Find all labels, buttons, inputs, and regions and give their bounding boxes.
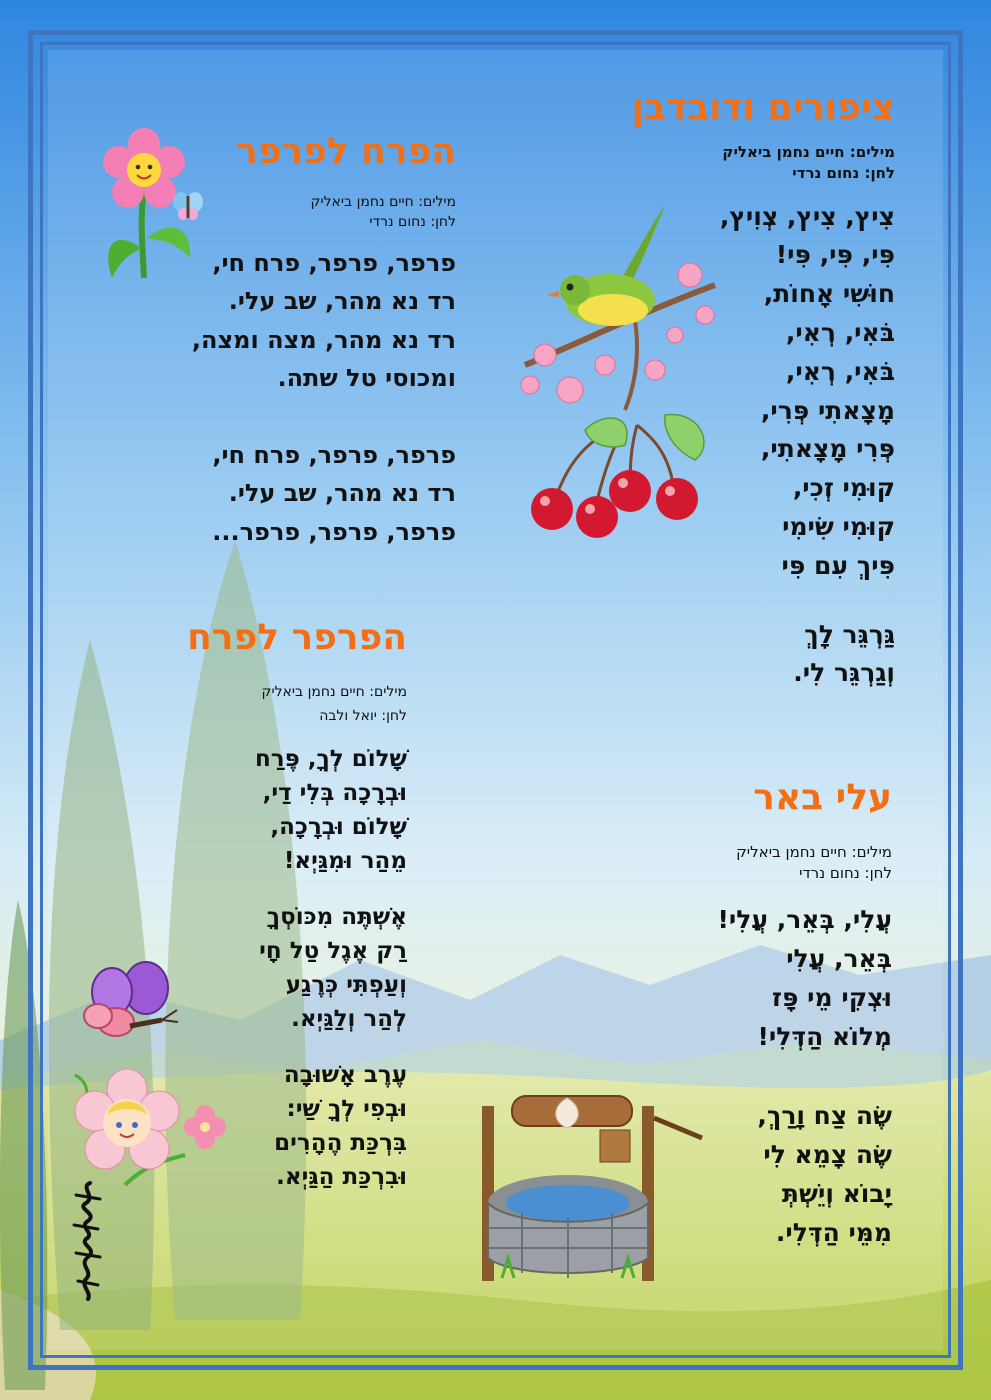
verse-line: מָצָאתִי פְּרִי, (760, 395, 895, 425)
flower-face-icon (65, 1065, 235, 1190)
verse-line: פִּי, פִּי, פִּי! (775, 240, 895, 270)
poem-title: ציפורים ודובדבן (631, 87, 895, 128)
verse-line: וְעַפְתִּי כְּרֶגַע (285, 971, 407, 998)
verse-line: רד נא מהר, שב עלי. (228, 287, 456, 316)
verse-line: מֵהַר וּמִגַּיְא! (283, 847, 407, 874)
verse-line: וְגַרְגֵּר לִי. (793, 658, 895, 688)
verse-line: בֹּאִי, רְאִי, (785, 356, 895, 386)
verse-line: צִיץ, צִיץ, צְוִיץ, (719, 201, 895, 231)
poem-words-credit: מילים: חיים נחמן ביאליק (310, 193, 456, 210)
poem-title: הפרח לפרפר (236, 131, 456, 172)
verse-line: מִמֵּי הַדְּלִי. (775, 1217, 892, 1247)
verse-line: עֲלִי, בְּאֵר, עֲלִי! (717, 904, 892, 934)
verse-line: אֶשְׁתֶּה מִכּוֹסְךָ (266, 903, 407, 930)
poem-words-credit: מילים: חיים נחמן ביאליק (261, 683, 407, 700)
verse-line: ומכוסי טל שתה. (277, 364, 456, 393)
verse-line: פרפר, פרפר, פרח חי, (212, 440, 456, 469)
verse-line: שָׁלוֹם וּבְרָכָה, (270, 813, 407, 840)
verse-line: וּבְרָכָה בְּלִי דַי, (262, 779, 407, 806)
stanza (156, 436, 456, 552)
verse-line: וּצְקִי מֵי פָּז (772, 982, 892, 1012)
verse-line: בִּרְכַּת הֶהָרִים (274, 1129, 407, 1156)
verse-line: רַק אֶגֶל טַל חָי (259, 937, 407, 964)
poem-music-credit: לחן: נחום נרדי (799, 863, 892, 882)
verse-line: גַּרְגֵּר לָךְ (804, 619, 895, 649)
verse-line: שֶׂה צַח וָרַךְ, (757, 1100, 892, 1130)
verse-line: בֹּאִי, רְאִי, (785, 317, 895, 347)
poem-verse (156, 244, 456, 552)
stanza (592, 900, 892, 1056)
verse-line: פִּיךְ עִם פִּי (781, 550, 895, 580)
verse-line: פרפר, פרפר, פרח חי, (212, 248, 456, 277)
verse-line: פְּרִי מָצָאתִי, (760, 434, 895, 464)
verse-line: רד נא מהר, מצה ומצה, (191, 325, 456, 354)
signature-icon (58, 1175, 118, 1305)
verse-line: יָבוֹא וְיֵשְׁתְּ (781, 1178, 892, 1208)
verse-line: וּבִרְכַּת הַגַּיְא. (276, 1163, 407, 1190)
verse-line: מְלוֹא הַדְּלִי! (757, 1021, 892, 1051)
verse-line: קוּמִי שִׂימִי (782, 511, 895, 541)
verse-line: פרפר, פרפר, פרפר... (212, 517, 456, 546)
cherries-icon (525, 405, 725, 540)
poem-words-credit: מילים: חיים נחמן ביאליק (736, 842, 892, 861)
poem-words-credit: מילים: חיים נחמן ביאליק (722, 142, 895, 161)
poem-music-credit: לחן: יואל ולבה (319, 707, 407, 724)
stanza (575, 616, 895, 694)
stanza (107, 742, 407, 878)
verse-line: חוּשִׁי אָחוֹת, (763, 279, 895, 309)
verse-line: בְּאֵר, עֲלִי (786, 943, 892, 973)
poem-music-credit: לחן: נחום נרדי (369, 213, 456, 230)
verse-line: רד נא מהר, שב עלי. (228, 479, 456, 508)
butterfly-small-icon (82, 960, 182, 1042)
flower-icon (92, 128, 212, 283)
verse-line: שֶׂה צָמֵא לִי (763, 1139, 892, 1169)
poem-title: עלי באר (753, 777, 892, 818)
poem-music-credit: לחן: נחום נרדי (792, 163, 895, 182)
poem-title: הפרפר לפרח (187, 617, 407, 658)
verse-line: שָׁלוֹם לְךָ, פֶּרַח (255, 745, 407, 772)
bird-on-branch-icon (515, 195, 725, 425)
water-well-icon (472, 1088, 722, 1288)
verse-line: עֶרֶב אָשׁוּבָה (283, 1061, 407, 1088)
verse-line: וּבְפִי לְךָ שַׁי: (286, 1095, 407, 1122)
verse-line: לְהַר וְלַגַּיְא. (291, 1005, 407, 1032)
verse-line: קוּמִי זְכִי, (792, 473, 895, 503)
